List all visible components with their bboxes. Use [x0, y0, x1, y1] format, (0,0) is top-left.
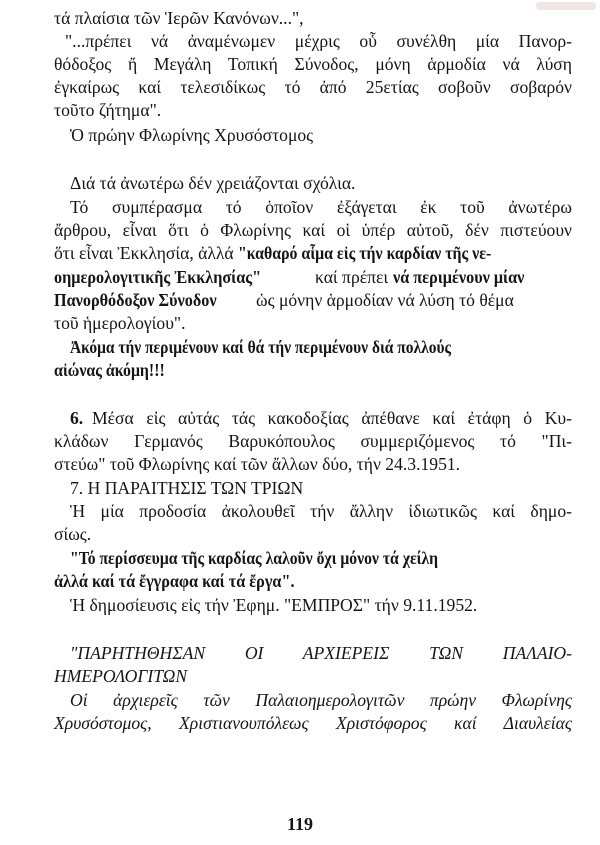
text-span: ὅτι εἶναι Ἐκκλησία, ἀλλά	[54, 243, 234, 263]
text-line: Ἡ μία προδοσία ἀκολουθεῖ τήν ἄλλην ἰδιωτικῶς καί δημο-	[70, 501, 572, 521]
text-line: Τό συμπέρασμα τό ὁποῖον ἐξάγεται ἐκ τοῦ ἀνωτέρω	[70, 197, 572, 217]
text-line: τοῦτο ζήτημα".	[54, 100, 162, 120]
mixed-line	[70, 407, 83, 429]
page-number: 119	[286, 814, 313, 834]
text-line: ἐγκαίρως καί τελεσιδίκως τό ἀπό 25ετίας σοβοῦν σοβαρόν	[54, 77, 572, 97]
quote-heading: ΗΜΕΡΟΛΟΓΙΤΩΝ	[54, 666, 188, 686]
mixed-line	[54, 289, 231, 311]
quote-line: Χρυσόστομος, Χριστιανουπόλεως Χριστόφορος καί Διαυλείας	[54, 713, 572, 733]
bold-quote: οημερολογιτικῆς Ἐκκλησίας"	[54, 267, 262, 287]
bold-line	[70, 336, 503, 358]
text-line: ἄρθρου, εἶναι ὅτι ὁ Φλωρίνης καί οἱ ὑπέρ αὐτοῦ, δέν πιστεύουν	[54, 220, 572, 240]
bold-line	[54, 359, 177, 381]
text-line: σίως.	[54, 524, 92, 544]
quote-line: Οἱ ἀρχιερεῖς τῶν Παλαιοημερολογιτῶν πρώην Φλωρίνης	[70, 690, 572, 710]
text-line: Διά τά ἀνωτέρω δέν χρειάζονται σχόλια.	[70, 173, 356, 193]
bold-span: "Τό περίσσευμα τῆς καρδίας λαλοῦν ὄχι μόνον τά χείλη	[70, 548, 439, 568]
text-line: τά πλαίσια τῶν Ἱερῶν Κανόνων...",	[54, 8, 304, 28]
text-line: Μέσα εἰς αὐτάς τάς κακοδοξίας ἀπέθανε καί ἐτάφη ὁ Κυ-	[92, 408, 572, 428]
text-line: τοῦ ἡμερολογίου".	[54, 313, 186, 333]
text-line: κλάδων Γερμανός Βαρυκόπουλος συμμεριζόμενος τό "Πι-	[54, 431, 572, 451]
section-heading: 7. Η ΠΑΡΑΙΤΗΣΙΣ ΤΩΝ ΤΡΙΩΝ	[70, 478, 304, 498]
mixed-line	[54, 242, 572, 264]
section-number: 6.	[70, 408, 84, 428]
text-line: θόδοξος ἤ Μεγάλη Τοπική Σύνοδος, μόνη ἁρμοδία νά λύση	[54, 54, 572, 74]
text-line: "...πρέπει νά ἀναμένωμεν μέχρις οὗ συνέλθη μία Πανορ-	[65, 31, 572, 51]
bold-span: νά περιμένουν μίαν	[392, 267, 524, 287]
text-span: καί πρέπει	[315, 267, 389, 287]
text-line: ὡς μόνην ἁρμοδίαν νά λύση τό θέμα	[256, 290, 514, 310]
bold-span: αἰώνας ἀκόμη!!!	[54, 360, 165, 380]
bold-span: ἀλλά καί τά ἔγγραφα καί τά ἔργα".	[54, 571, 295, 591]
mixed-line	[315, 266, 535, 288]
quote-heading: "ΠΑΡΗΤΗΘΗΣΑΝ ΟΙ ΑΡΧΙΕΡΕΙΣ ΤΩΝ ΠΑΛΑΙΟ-	[70, 643, 572, 663]
bold-span: Ἀκόμα τήν περιμένουν καί θά τήν περιμένουν διά πολλούς	[70, 337, 452, 357]
corner-stain	[536, 2, 596, 10]
bold-line	[54, 570, 315, 592]
bold-quote: "καθαρό αἷμα εἰς τήν καρδίαν τῆς νε-	[238, 243, 492, 263]
text-line: στεύω" τοῦ Φλωρίνης καί τῶν ἄλλων δύο, τήν 24.3.1951.	[54, 454, 461, 474]
signature-line: Ὁ πρώην Φλωρίνης Χρυσόστομος	[70, 125, 314, 145]
bold-line	[70, 547, 484, 569]
text-line: Ἡ δημοσίευσις εἰς τήν Ἐφημ. "ΕΜΠΡΟΣ" τήν 9.11.1952.	[70, 595, 478, 615]
bold-span: Πανορθόδοξον Σύνοδον	[54, 290, 217, 310]
